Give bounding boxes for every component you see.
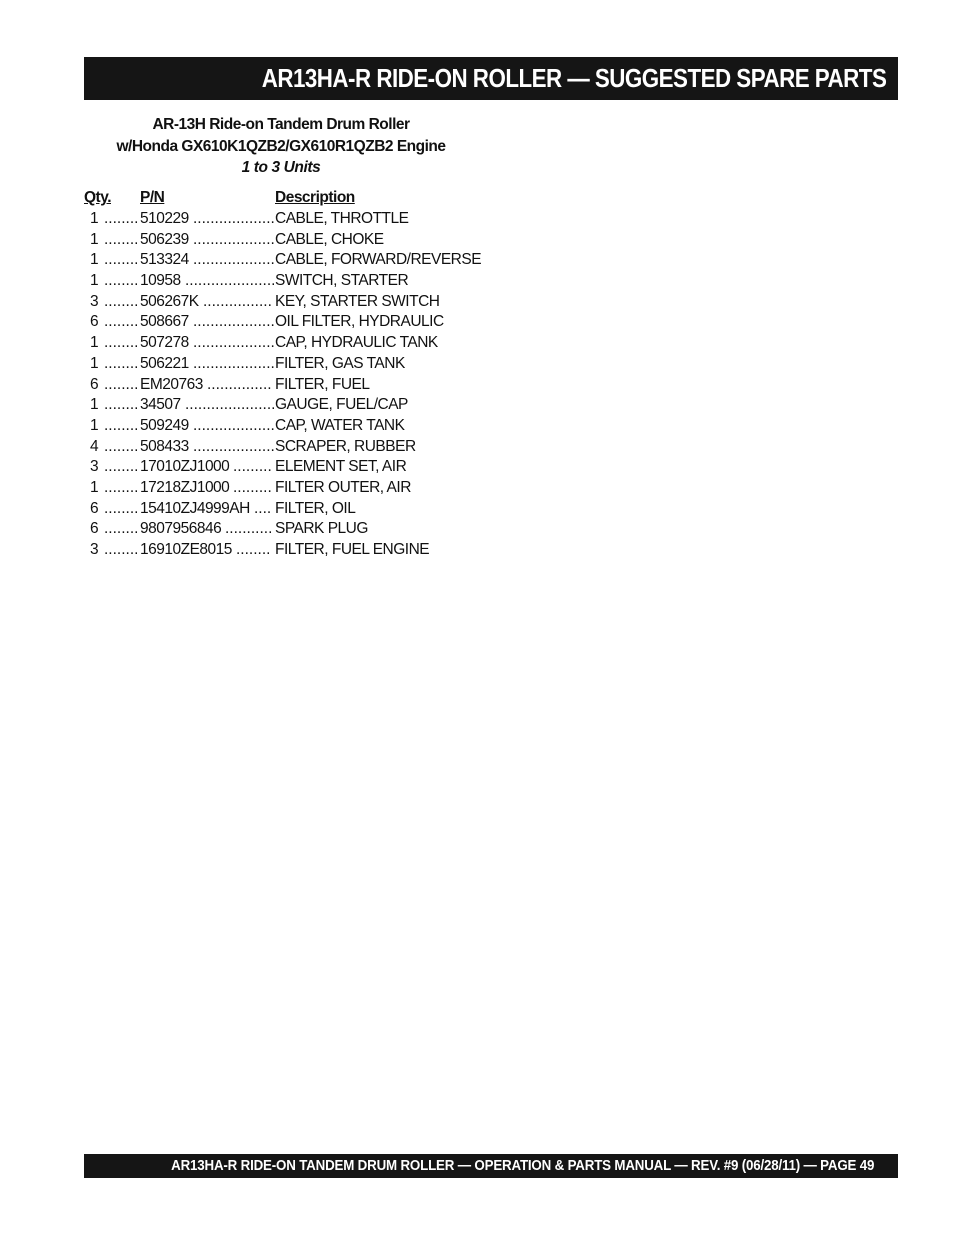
part-number: 17010ZJ1000 [140,458,230,476]
part-qty: 3 [90,292,99,310]
part-qty: 1 [90,230,99,248]
table-row [84,292,504,313]
dot-leader: ........ [104,313,139,331]
table-row [84,375,504,396]
column-headers [84,188,504,209]
part-description: SCRAPER, RUBBER [275,437,416,455]
spare-parts-list [84,188,504,561]
parts-list-heading [84,114,478,179]
dot-leader: ........... [225,520,273,538]
dot-leader: ........ [104,334,139,352]
part-number: 17218ZJ1000 [140,478,230,496]
dot-leader: .... [254,499,272,517]
part-number: EM20763 [140,375,203,393]
table-row [84,478,504,499]
table-row [84,499,504,520]
dot-leader: ........ [104,354,139,372]
table-row [84,250,504,271]
table-row [84,354,504,375]
part-number: 508667 [140,313,189,331]
column-header-qty: Qty. [84,189,111,206]
part-qty: 1 [90,416,99,434]
dot-leader: ........ [104,272,139,290]
part-qty: 1 [90,396,99,414]
table-row [84,457,504,478]
part-number: 506267K [140,292,199,310]
table-row [84,209,504,230]
part-description: FILTER, FUEL [275,375,370,393]
dot-leader: ................... [193,437,275,455]
dot-leader: ........ [104,416,139,434]
dot-leader: ................... [193,334,275,352]
dot-leader: ................... [193,416,275,434]
part-number: 506221 [140,354,189,372]
dot-leader: ........ [104,292,139,310]
part-qty: 3 [90,458,99,476]
part-description: SPARK PLUG [275,520,368,538]
part-number: 508433 [140,437,189,455]
part-number: 34507 [140,396,181,414]
dot-leader: ........ [104,437,139,455]
part-description: ELEMENT SET, AIR [275,458,407,476]
dot-leader: ......... [233,458,272,476]
dot-leader: ........ [104,458,139,476]
part-description: CABLE, THROTTLE [275,210,409,227]
column-header-pn: P/N [140,189,165,206]
part-description: CABLE, FORWARD/REVERSE [275,251,482,269]
page-footer-bar [84,1154,898,1178]
part-qty: 1 [90,478,99,496]
table-row [84,230,504,251]
part-number: 513324 [140,251,189,269]
model-name: AR-13H Ride-on Tandem Drum Roller [152,116,410,133]
dot-leader: ................ [203,292,272,310]
table-row [84,519,504,540]
table-row [84,312,504,333]
part-number: 509249 [140,416,189,434]
part-description: FILTER, OIL [275,499,356,517]
part-description: FILTER, FUEL ENGINE [275,541,430,558]
part-description: OIL FILTER, HYDRAULIC [275,313,444,331]
dot-leader: ........ [104,375,139,393]
dot-leader: ..................... [185,396,276,414]
part-description: GAUGE, FUEL/CAP [275,396,408,414]
part-description: FILTER, GAS TANK [275,354,405,372]
part-description: FILTER OUTER, AIR [275,478,411,496]
part-qty: 6 [90,520,99,538]
parts-rows [84,209,504,561]
table-row [84,395,504,416]
dot-leader: ........ [104,210,139,227]
dot-leader: ........ [104,499,139,517]
part-number: 15410ZJ4999AH [140,499,250,517]
part-qty: 1 [90,251,99,269]
part-description: CAP, HYDRAULIC TANK [275,334,438,352]
page-header-bar [84,57,898,100]
dot-leader: ........ [104,478,139,496]
table-row [84,540,504,561]
unit-range: 1 to 3 Units [241,159,321,176]
part-qty: 6 [90,499,99,517]
part-number: 506239 [140,230,189,248]
part-qty: 1 [90,354,99,372]
dot-leader: ............... [207,375,272,393]
dot-leader: ........ [104,396,139,414]
dot-leader: ................... [193,230,275,248]
column-header-description: Description [275,189,355,206]
dot-leader: ........ [104,520,139,538]
part-description: CAP, WATER TANK [275,416,405,434]
table-row [84,333,504,354]
dot-leader: ..................... [185,272,276,290]
part-qty: 6 [90,313,99,331]
page-title: AR13HA-R RIDE-ON ROLLER — SUGGESTED SPARE PARTS [261,63,886,93]
engine-name: w/Honda GX610K1QZB2/GX610R1QZB2 Engine [116,137,446,155]
part-number: 10958 [140,272,181,290]
dot-leader: ................... [193,251,275,269]
part-number: 16910ZE8015 [140,541,232,558]
dot-leader: ........ [236,541,271,558]
part-qty: 1 [90,334,99,352]
dot-leader: ................... [193,313,275,331]
table-row [84,437,504,458]
part-number: 507278 [140,334,189,352]
part-qty: 4 [90,437,99,455]
part-qty: 6 [90,375,99,393]
part-qty: 3 [90,541,99,558]
part-qty: 1 [90,210,99,227]
table-row [84,416,504,437]
part-description: KEY, STARTER SWITCH [275,292,440,310]
part-description: CABLE, CHOKE [275,230,384,248]
dot-leader: ........ [104,541,139,558]
dot-leader: ................... [193,210,275,227]
footer-text: AR13HA-R RIDE-ON TANDEM DRUM ROLLER — OPERATION & PARTS MANUAL — REV. #9 (06/28/11) — PAGE 49 [170,1158,874,1174]
part-description: SWITCH, STARTER [275,272,409,290]
dot-leader: ................... [193,354,275,372]
part-qty: 1 [90,272,99,290]
dot-leader: ........ [104,251,139,269]
table-row [84,271,504,292]
dot-leader: ........ [104,230,139,248]
part-number: 9807956846 [140,520,222,538]
part-number: 510229 [140,210,189,227]
dot-leader: ......... [233,478,272,496]
